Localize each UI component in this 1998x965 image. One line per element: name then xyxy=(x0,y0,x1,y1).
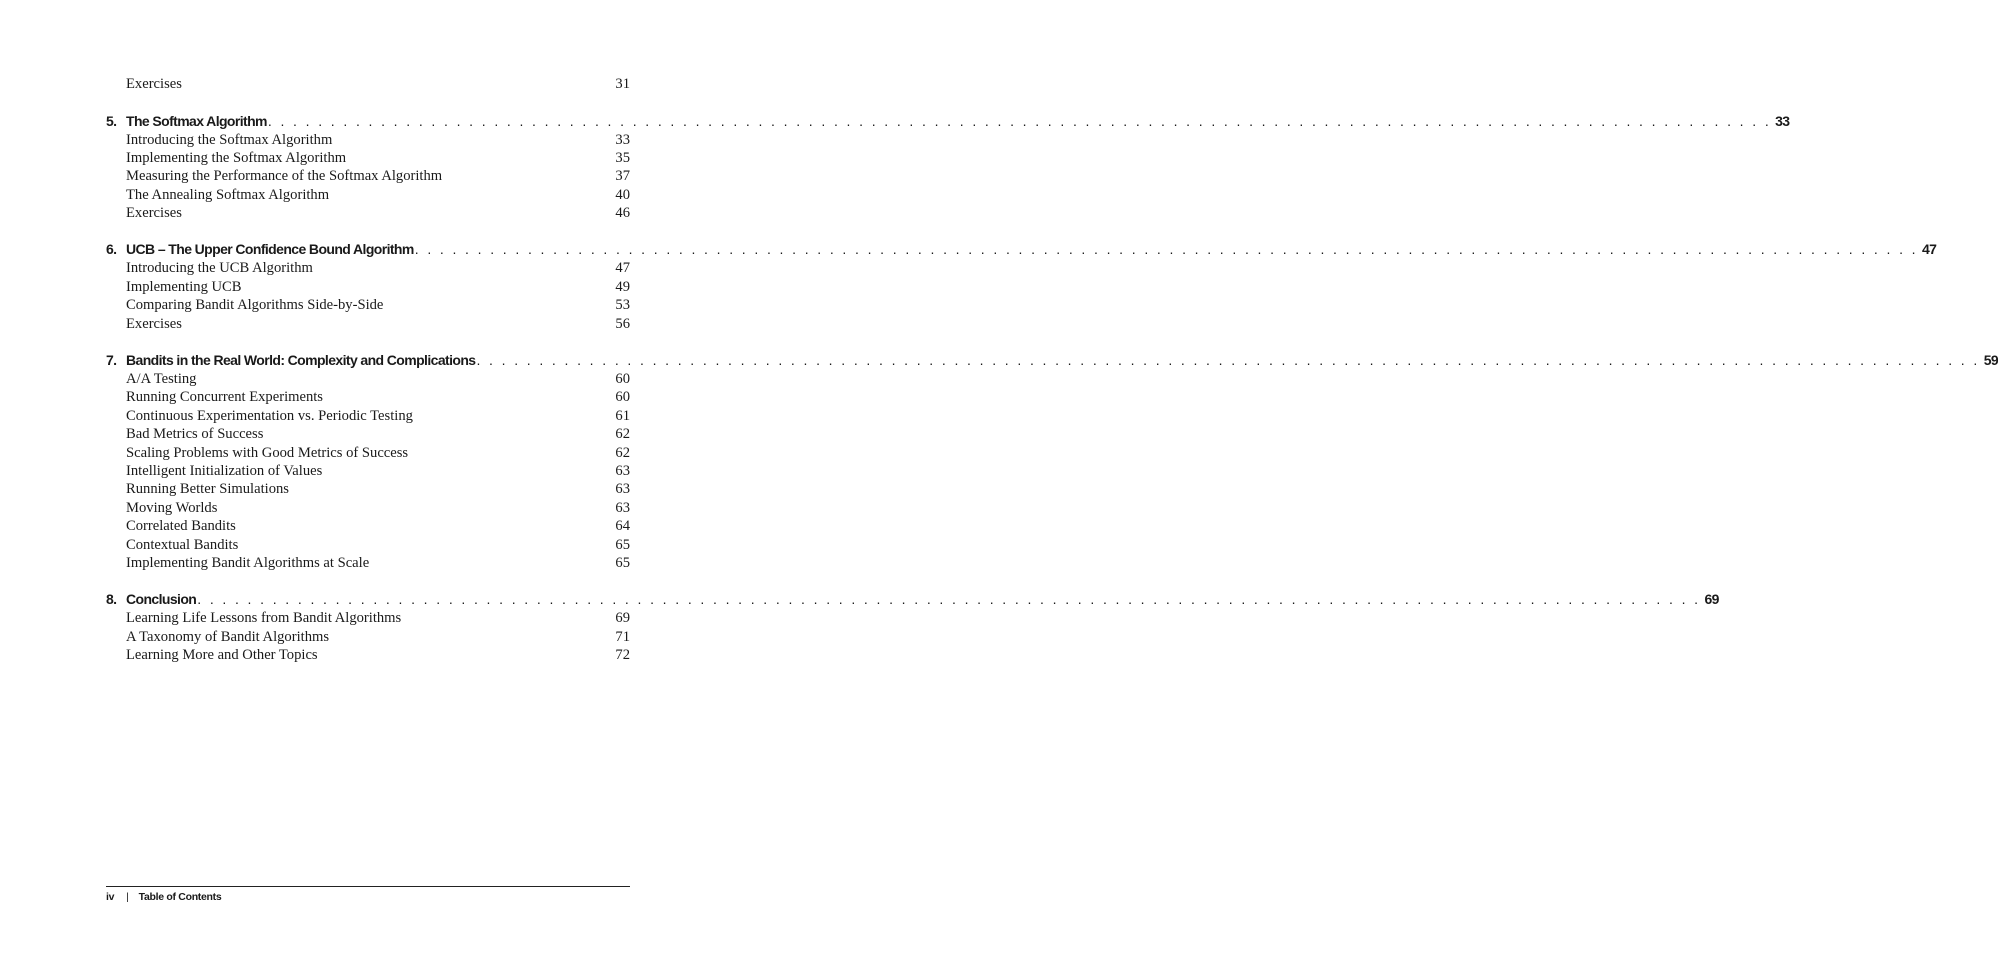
toc-entry-title: Continuous Experimentation vs. Periodic Testing xyxy=(126,407,413,424)
toc-entry-page: 61 xyxy=(615,407,630,424)
toc-entry-title: Moving Worlds xyxy=(126,499,218,516)
toc-entry[interactable] xyxy=(126,370,630,388)
toc-entry-title: Implementing UCB xyxy=(126,278,242,295)
toc-entry-page: 69 xyxy=(615,610,630,627)
footer-rule xyxy=(106,886,630,887)
toc-entry[interactable] xyxy=(126,554,630,572)
toc-entry-title: The Annealing Softmax Algorithm xyxy=(126,186,330,203)
toc-entry[interactable] xyxy=(126,646,630,664)
chapter-page: 69 xyxy=(1704,591,1719,608)
chapter-number: 5. xyxy=(106,112,117,129)
toc-entry-title: A Taxonomy of Bandit Algorithms xyxy=(126,628,330,645)
chapter-6 xyxy=(106,239,1937,333)
toc-entry-page: 60 xyxy=(615,371,630,388)
toc-entry[interactable] xyxy=(126,388,630,406)
toc-entry-title: Introducing the UCB Algorithm xyxy=(126,260,313,277)
toc-entry[interactable] xyxy=(126,259,630,277)
toc-entry-title: Bad Metrics of Success xyxy=(126,426,264,443)
toc-entry-page: 63 xyxy=(615,481,630,498)
toc-entry[interactable] xyxy=(126,149,630,167)
toc-entry-title: Exercises xyxy=(126,205,182,222)
dot-leader: . . . . . . . . . . . . . . . . . . . . . . . . . . . . . . . . . . . . . . . . . . . . . . . . . . . . . . . . . . . . . . . . . . . . . . . . . . . . . . . . . . . . . . . . . . . . . . . . . . . . . . . . . . . . . . . . . . . . . . . . xyxy=(267,112,1772,129)
toc-entry-page: 33 xyxy=(615,131,630,148)
toc-entry[interactable] xyxy=(126,628,630,646)
toc-entry-page: 47 xyxy=(615,260,630,277)
chapter-number: 6. xyxy=(106,241,117,258)
toc-entry-page: 35 xyxy=(615,149,630,166)
toc-entry-page: 63 xyxy=(615,499,630,516)
chapter-number: 8. xyxy=(106,591,117,608)
toc-entry-page: 64 xyxy=(615,518,630,535)
chapter-page: 33 xyxy=(1775,112,1790,129)
chapter-title: UCB – The Upper Confidence Bound Algorithm xyxy=(126,241,414,258)
chapter-8 xyxy=(106,589,1719,664)
footer-separator: | xyxy=(126,891,129,903)
footer-page-number: iv xyxy=(106,891,115,903)
toc-entry-title: Contextual Bandits xyxy=(126,536,239,553)
chapter-title: Bandits in the Real World: Complexity and Complications xyxy=(126,352,476,369)
toc-entry-page: 37 xyxy=(615,168,630,185)
toc-entry[interactable] xyxy=(126,296,630,314)
toc-entry-title: Scaling Problems with Good Metrics of Success xyxy=(126,444,409,461)
toc-entry-page: 31 xyxy=(615,76,630,92)
page-footer xyxy=(106,891,221,903)
toc-entry-page: 65 xyxy=(615,554,630,571)
chapter-page: 59 xyxy=(1983,352,1998,369)
toc-entry-page: 46 xyxy=(615,205,630,222)
toc-entry[interactable] xyxy=(126,517,630,535)
toc-entry-title: Running Better Simulations xyxy=(126,481,289,498)
toc-entry-title: Exercises xyxy=(126,315,182,332)
chapter-list xyxy=(106,111,1998,665)
toc-entry-title: Implementing the Softmax Algorithm xyxy=(126,149,347,166)
toc-entry[interactable] xyxy=(126,609,630,627)
chapter-7 xyxy=(106,350,1998,572)
section-list xyxy=(126,609,630,664)
toc-entry-title: Introducing the Softmax Algorithm xyxy=(126,131,333,148)
toc-entry-page: 49 xyxy=(615,278,630,295)
toc-entry-page: 72 xyxy=(615,647,630,664)
toc-entry-exercises-ch4[interactable] xyxy=(126,75,630,94)
dot-leader: . . . . . . . . . . . . . . . . . . . . . . . . . . . . . . . . . . . . . . . . . . . . . . . . . . . . . . . . . . . . . . . . . . . . . . . . . . . . . . . . . . . . . . . . . . . . . . . . . . . . . . . . . . . . . . . . . . . . . . . . xyxy=(476,352,1980,369)
toc-entry-title: Running Concurrent Experiments xyxy=(126,389,323,406)
toc-entry-title: Measuring the Performance of the Softmax Algorithm xyxy=(126,168,443,185)
chapter-number: 7. xyxy=(106,352,117,369)
footer-running-title: Table of Contents xyxy=(138,891,222,903)
toc-entry[interactable] xyxy=(126,186,630,204)
toc-entry[interactable] xyxy=(126,444,630,462)
toc-entry-page: 53 xyxy=(615,297,630,314)
chapter-heading[interactable] xyxy=(106,111,1790,131)
toc-entry-title: A/A Testing xyxy=(126,371,197,388)
chapter-page: 47 xyxy=(1921,241,1937,258)
section-list xyxy=(126,131,630,223)
chapter-title: The Softmax Algorithm xyxy=(126,112,267,129)
dot-leader: . . . . . . . . . . . . . . . . . . . . . . . . . . . . . . . . . . . . . . . . . . . . . . . . . . . . . . . . . . . . . . . . . . . . . . . . . . . . . . . . . . . . . . . . . . . . . . . . . . . . . . . . . . . . . . . . . . . . . . . . xyxy=(197,591,1701,608)
toc-entry-title: Correlated Bandits xyxy=(126,518,236,535)
chapter-heading[interactable] xyxy=(106,239,1937,259)
toc-entry[interactable] xyxy=(126,204,630,222)
toc-entry[interactable] xyxy=(126,407,630,425)
chapter-5 xyxy=(106,111,1790,223)
toc-entry-title: Learning Life Lessons from Bandit Algorithms xyxy=(126,610,402,627)
dot-leader: . . . . . . . . . . . . . . . . . . . . . . . . . . . . . . . . . . . . . . . . . . . . . . . . . . . . . . . . . . . . . . . . . . . . . . . . . . . . . . . . . . . . . . . . . . . . . . . . . . . . . . . . . . . . . . . . . . . . . . . . xyxy=(414,241,1918,258)
toc-entry-page: 56 xyxy=(615,315,630,332)
toc-entry[interactable] xyxy=(126,425,630,443)
toc-entry[interactable] xyxy=(126,499,630,517)
toc-entry-page: 40 xyxy=(615,186,630,203)
toc-entry-title: Learning More and Other Topics xyxy=(126,647,318,664)
toc-entry[interactable] xyxy=(126,536,630,554)
toc-entry-page: 62 xyxy=(615,444,630,461)
toc-entry-title: Implementing Bandit Algorithms at Scale xyxy=(126,554,370,571)
toc-entry-page: 62 xyxy=(615,426,630,443)
chapter-heading[interactable] xyxy=(106,589,1719,609)
toc-entry[interactable] xyxy=(126,167,630,185)
toc-entry-title: Exercises xyxy=(126,76,182,92)
toc-entry[interactable] xyxy=(126,462,630,480)
chapter-heading[interactable] xyxy=(106,350,1998,370)
chapter-title: Conclusion xyxy=(126,591,197,608)
toc-entry-title: Comparing Bandit Algorithms Side-by-Side xyxy=(126,297,384,314)
toc-entry-page: 63 xyxy=(615,462,630,479)
toc-entry[interactable] xyxy=(126,480,630,498)
toc-entry-page: 60 xyxy=(615,389,630,406)
section-list xyxy=(126,259,630,333)
toc-entry-title: Intelligent Initialization of Values xyxy=(126,462,323,479)
toc-entry[interactable] xyxy=(126,278,630,296)
toc-entry[interactable] xyxy=(126,315,630,333)
toc-entry[interactable] xyxy=(126,131,630,149)
section-list xyxy=(126,370,630,572)
toc-entry-page: 65 xyxy=(615,536,630,553)
table-of-contents xyxy=(106,75,1998,664)
toc-entry-page: 71 xyxy=(615,628,630,645)
